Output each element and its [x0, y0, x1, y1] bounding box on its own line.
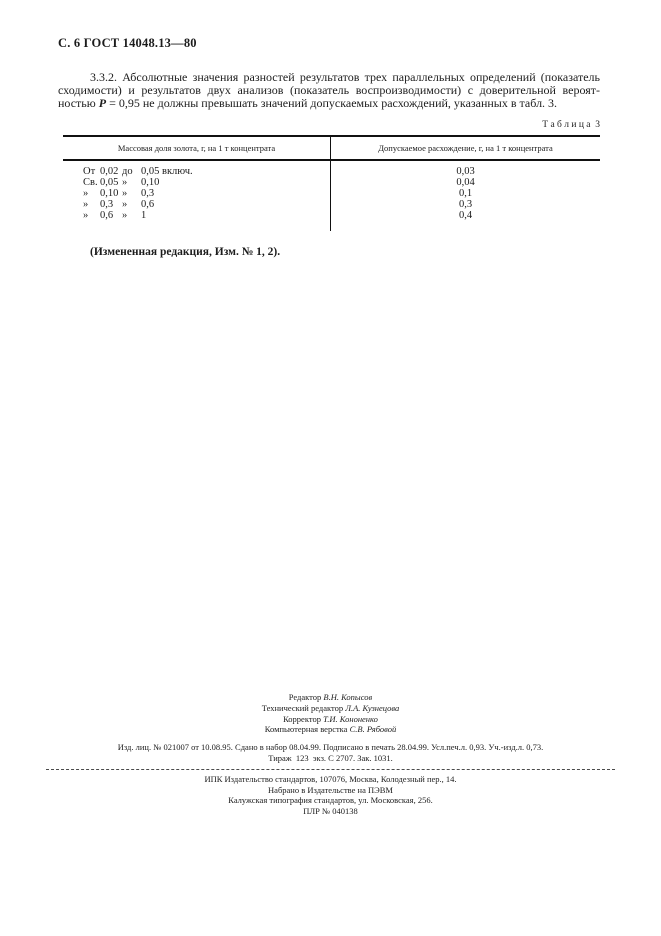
- range-from-word: »: [83, 188, 89, 199]
- range-to-word: »: [122, 210, 128, 221]
- range-from-value: 0,6: [100, 210, 114, 221]
- discrepancy-value-5: 0,4: [458, 210, 473, 221]
- range-from-value: 0,05: [100, 177, 119, 188]
- paragraph-line-1: 3.3.2. Абсолютные значения разностей результатов трех параллельных определений (показатель: [90, 70, 600, 84]
- credit-proofreader: [0, 714, 661, 725]
- paragraph-line-3-start: ностью: [58, 96, 99, 110]
- paragraph-line-2: сходимости) и результатов двух анализов (показатель воспроизводимости) с доверительной вероят-: [58, 83, 600, 97]
- publisher-address: ИПК Издательство стандартов, 107076, Москва, Колодезный пер., 14.: [204, 773, 457, 784]
- page-header: С. 6 ГОСТ 14048.13—80: [58, 36, 197, 50]
- credit-person: С.В. Рябовой: [349, 724, 397, 735]
- range-to-word: до: [122, 166, 133, 177]
- publisher-typeset-note: Набрано в Издательстве на ПЭВМ: [268, 784, 393, 795]
- credit-editor: [0, 692, 661, 703]
- paragraph-3-3-2: [58, 71, 600, 110]
- dashed-divider: [46, 769, 615, 770]
- range-to-value: 0,3: [141, 188, 155, 199]
- main-content: [58, 36, 600, 258]
- credit-layout: [0, 724, 661, 735]
- range-from-word: Св.: [83, 177, 98, 188]
- credit-role: Редактор: [288, 692, 324, 702]
- table-row-range-5: [83, 210, 330, 221]
- table-row-range-2: [83, 177, 330, 188]
- credit-technical-editor: [0, 703, 661, 714]
- range-to-word: »: [122, 177, 128, 188]
- range-to-value: 1: [141, 210, 147, 221]
- credit-role: Технический редактор: [261, 702, 346, 713]
- range-to-word: »: [122, 199, 128, 210]
- paragraph-line-3: [58, 97, 600, 110]
- discrepancy-value-1: 0,03: [456, 166, 475, 177]
- table-row-range-4: [83, 199, 330, 210]
- range-to-word: »: [122, 188, 128, 199]
- page-footer: [0, 692, 661, 817]
- discrepancy-value-4: 0,3: [458, 199, 473, 210]
- credit-role: Компьютерная верстка: [264, 724, 350, 735]
- range-suffix: включ.: [162, 166, 193, 177]
- range-to-value: 0,10: [141, 177, 160, 188]
- range-from-value: 0,10: [100, 188, 119, 199]
- discrepancy-value-3: 0,1: [458, 188, 473, 199]
- revision-note: (Измененная редакция, Изм. № 1, 2).: [90, 246, 281, 258]
- credits-block: [0, 692, 661, 735]
- table-row-range-3: [83, 188, 330, 199]
- publisher-print-house: Калужская типография стандартов, ул. Московская, 256.: [228, 795, 433, 806]
- column-header-allowed-discrepancy: Допускаемое расхождение, г, на 1 т концентрата: [378, 143, 553, 153]
- imprint-block: [0, 742, 661, 764]
- publisher-plr-number: ПЛР № 040138: [303, 806, 358, 817]
- range-from-word: »: [83, 199, 89, 210]
- range-to-value: 0,6: [141, 199, 155, 210]
- credit-person: В.Н. Копысов: [323, 692, 373, 702]
- range-to-value: 0,05: [141, 166, 160, 177]
- credit-person: Т.И. Кононенко: [323, 713, 378, 724]
- credit-role: Корректор: [283, 713, 324, 724]
- range-from-value: 0,02: [100, 166, 119, 177]
- table-header-row: [63, 137, 600, 161]
- column-header-mass-fraction: Массовая доля золота, г, на 1 т концентрата: [63, 137, 331, 159]
- range-from-word: От: [83, 166, 96, 177]
- discrepancy-value-2: 0,04: [456, 177, 475, 188]
- table-body: [63, 161, 600, 231]
- range-from-value: 0,3: [100, 199, 114, 210]
- table-column-values: [331, 161, 600, 231]
- imprint-print-run-line: Тираж 123 экз. С 2707. Зак. 1031.: [268, 752, 393, 763]
- table-row-range-1: [83, 166, 330, 177]
- publisher-block: [0, 774, 661, 817]
- table-caption: Т а б л и ц а 3: [542, 120, 600, 130]
- range-from-word: »: [83, 210, 89, 221]
- table-column-ranges: [63, 161, 331, 231]
- credit-person: Л.А. Кузнецова: [345, 702, 400, 713]
- paragraph-line-3-end: = 0,95 не должны превышать значений допускаемых расхождений, указанных в табл. 3.: [106, 96, 558, 110]
- probability-symbol: Р: [98, 96, 107, 110]
- imprint-license-line: Изд. лиц. № 021007 от 10.08.95. Сдано в набор 08.04.99. Подписано в печать 28.04.99. Усл.печ.л. 0,93. Уч.-изд.л. 0,73.: [117, 742, 544, 753]
- table-3: [63, 135, 600, 231]
